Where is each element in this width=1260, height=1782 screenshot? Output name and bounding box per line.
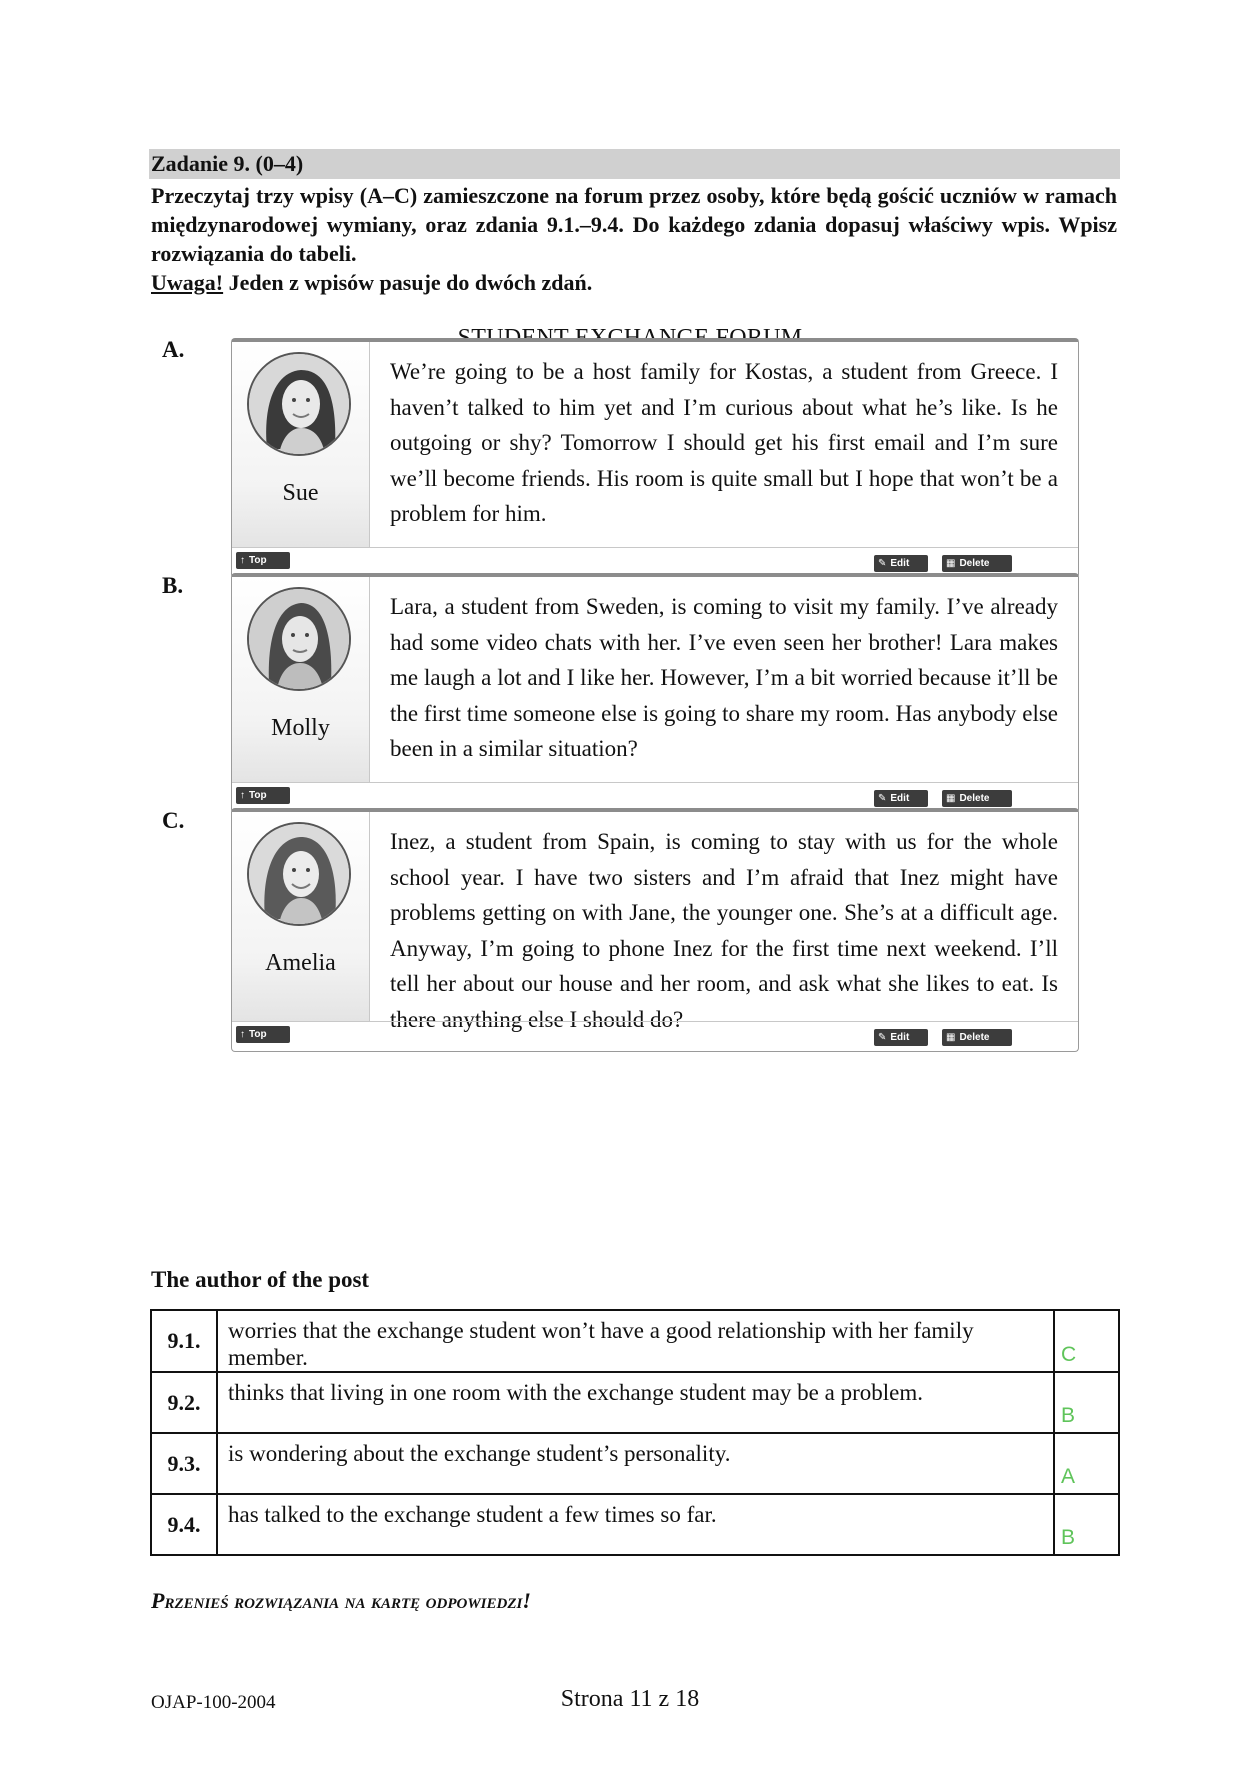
item-number: 9.2. [151,1372,217,1433]
top-button[interactable] [236,787,290,804]
avatar-portrait-icon [249,589,349,689]
avatar-portrait-icon [249,354,349,454]
delete-button[interactable] [942,790,1012,807]
post-letter-c: C. [162,808,185,833]
item-statement: has talked to the exchange student a few times so far. [217,1494,1054,1555]
post-message: Inez, a student from Spain, is coming to stay with us for the whole school year. I have two sisters and I’m afraid that Inez might have problems getting on with Jane, the younger one. She’s at a difficult age. Anyway, I’m going to phone Inez for the first time next weekend. I’ll tell her about our house and her room, and ask what she likes to eat. Is there anything else I should do? [390,829,1058,1032]
answer-cell[interactable]: A [1054,1433,1119,1494]
username: Sue [282,480,319,506]
footer-code: OJAP-100-2004 [151,1692,276,1713]
edit-icon: ✎ [878,558,887,569]
top-button[interactable] [236,552,290,569]
arrow-up-icon: ↑ [240,1029,245,1040]
item-number: 9.4. [151,1494,217,1555]
item-number: 9.1. [151,1310,217,1372]
answer-cell[interactable]: C [1054,1310,1119,1372]
post-message: We’re going to be a host family for Kostas, a student from Greece. I haven’t talked to him yet and I’m curious about what he’s like. Is he outgoing or shy? Tomorrow I should get his first email and I’m sure we’ll become friends. His room is quite small but I hope that won’t be a problem for him. [390,359,1058,526]
avatar [247,352,351,456]
delete-label: Delete [959,793,990,804]
delete-icon: ▦ [946,793,956,804]
delete-label: Delete [959,1032,990,1043]
post-letter-b: B. [162,573,184,598]
post-profile [232,342,370,547]
transfer-note: Przenieś rozwiązania na kartę odpowiedzi! [151,1588,531,1613]
post-profile [232,812,370,1021]
table-row [151,1310,1119,1372]
forum-post-c [231,808,1079,1052]
item-statement: thinks that living in one room with the exchange student may be a problem. [217,1372,1054,1433]
table-row [151,1372,1119,1433]
username: Amelia [265,950,336,976]
delete-button[interactable] [942,555,1012,572]
top-label: Top [249,1029,267,1040]
avatar [247,587,351,691]
item-statement: is wondering about the exchange student’s personality. [217,1433,1054,1494]
edit-icon: ✎ [878,793,887,804]
avatar-portrait-icon [249,824,349,924]
note-label: Uwaga! [151,270,224,295]
item-statement: worries that the exchange student won’t have a good relationship with her family member. [217,1310,1054,1372]
top-label: Top [249,555,267,566]
delete-button[interactable] [942,1029,1012,1046]
forum-post-a [231,338,1079,578]
forum-post-b [231,573,1079,813]
top-label: Top [249,790,267,801]
footer-page-number: Strona 11 z 18 [560,1686,700,1712]
delete-label: Delete [959,558,990,569]
edit-button[interactable] [874,555,928,572]
table-row [151,1494,1119,1555]
post-message: Lara, a student from Sweden, is coming to visit my family. I’ve already had some video chats with her. I’ve even seen her brother! Lara makes me laugh a lot and I like her. However, I’m a bit worried because it’ll be the first time someone else is going to share my room. Has anybody else been in a similar situation? [390,594,1058,761]
instruction-text: Przeczytaj trzy wpisy (A–C) zamieszczone na forum przez osoby, które będą gościć uczniów w ramach międzynarodowej wymiany, oraz zdania 9.1.–9.4. Do każdego zdania dopasuj właściwy wpis. Wpisz rozwiązania do tabeli. [151,183,1117,266]
edit-button[interactable] [874,790,928,807]
answer-cell[interactable]: B [1054,1372,1119,1433]
edit-label: Edit [890,1032,910,1043]
edit-label: Edit [890,558,910,569]
instruction-note [151,268,1117,297]
task-header: Zadanie 9. (0–4) [149,149,1120,179]
post-toolbar [232,1021,1078,1051]
task-instructions [151,181,1117,297]
username: Molly [271,715,330,741]
top-button[interactable] [236,1026,290,1043]
post-profile [232,577,370,782]
avatar [247,822,351,926]
edit-button[interactable] [874,1029,928,1046]
item-number: 9.3. [151,1433,217,1494]
table-heading: The author of the post [151,1267,370,1292]
delete-icon: ▦ [946,558,956,569]
arrow-up-icon: ↑ [240,555,245,566]
post-letter-a: A. [162,337,185,362]
answers-table [150,1309,1120,1556]
note-text: Jeden z wpisów pasuje do dwóch zdań. [223,270,593,295]
answer-cell[interactable]: B [1054,1494,1119,1555]
arrow-up-icon: ↑ [240,790,245,801]
table-row [151,1433,1119,1494]
edit-icon: ✎ [878,1032,887,1043]
edit-label: Edit [890,793,910,804]
delete-icon: ▦ [946,1032,956,1043]
